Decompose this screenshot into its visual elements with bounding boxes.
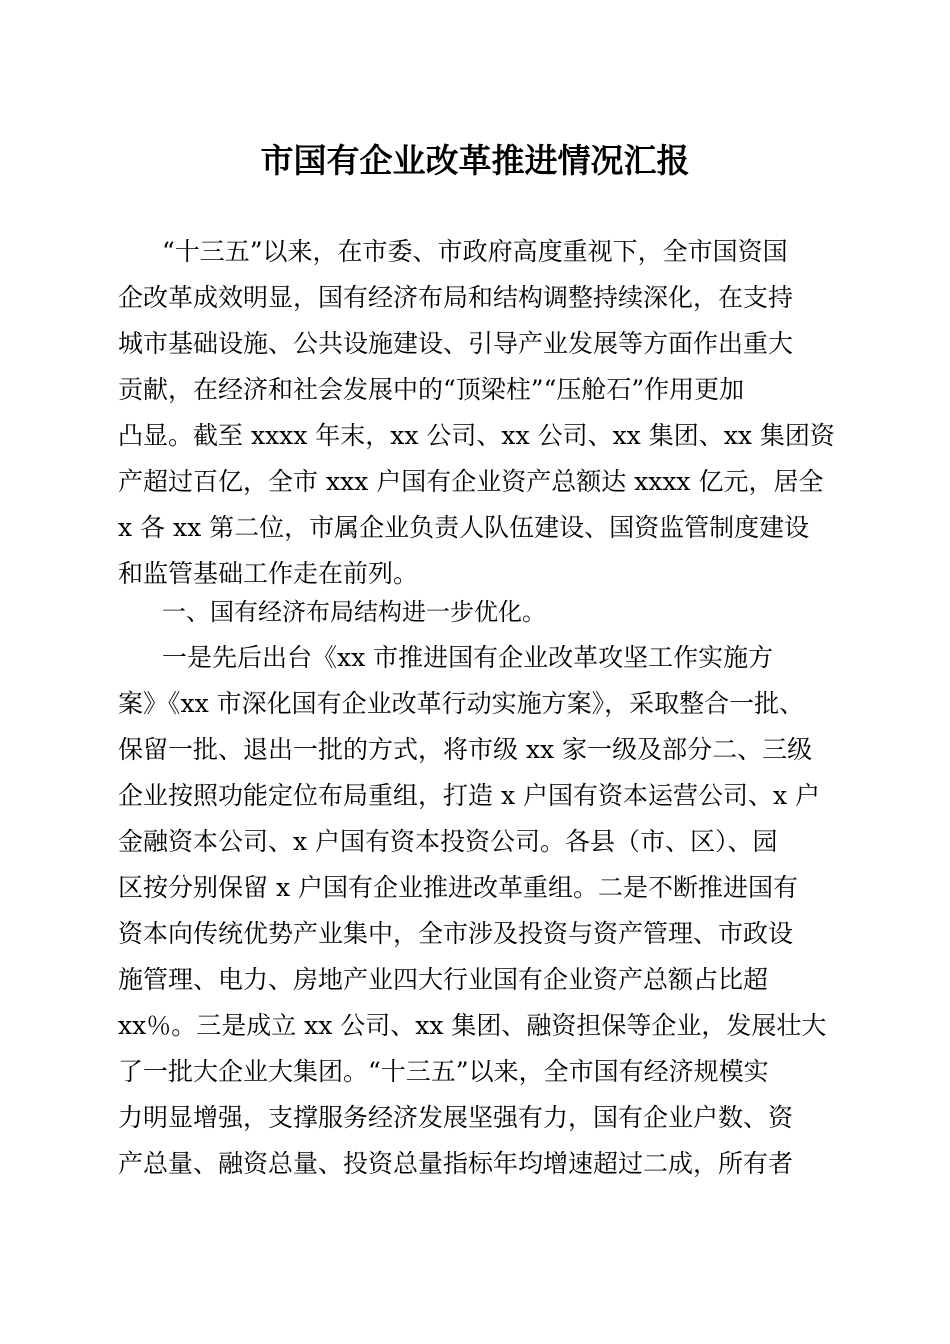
text-line: 金融资本公司、x 户国有资本投资公司。各县（市、区）、园 — [118, 827, 778, 856]
text-line: 产超过百亿，全市 xxx 户国有企业资产总额达 xxxx 亿元，居全 — [118, 467, 824, 496]
text-line: 区按分别保留 x 户国有企业推进改革重组。二是不断推进国有 — [118, 873, 798, 902]
intro-paragraph — [118, 229, 835, 597]
text-line: 企业按照功能定位布局重组，打造 x 户国有资本运营公司、x 户 — [118, 781, 821, 810]
section-paragraph — [118, 635, 828, 1187]
text-line: 案》《xx 市深化国有企业改革行动实施方案》，采取整合一批、 — [118, 689, 805, 718]
section-heading-text: 一、国有经济布局结构进一步优化。 — [162, 598, 546, 626]
text-line: 凸显。截至 xxxx 年末，xx 公司、xx 公司、xx 集团、xx 集团资 — [118, 421, 835, 450]
text-line: 一是先后出台《xx 市推进国有企业改革攻坚工作实施方 — [162, 643, 774, 672]
text-line: 施管理、电力、房地产业四大行业国有企业资产总额占比超 — [118, 965, 769, 994]
text-line: 资本向传统优势产业集中，全市涉及投资与资产管理、市政设 — [118, 919, 794, 948]
section-heading — [118, 589, 828, 635]
text-line: 企改革成效明显，国有经济布局和结构调整持续深化，在支持 — [118, 283, 794, 312]
text-line: xx％。三是成立 xx 公司、xx 集团、融资担保等企业，发展壮大 — [118, 1011, 827, 1040]
text-line: 保留一批、退出一批的方式，将市级 xx 家一级及部分二、三级 — [118, 735, 813, 764]
document-title: 市国有企业改革推进情况汇报 — [260, 141, 690, 180]
text-line: 了一批大企业大集团。“十三五”以来，全市国有经济规模实 — [118, 1057, 769, 1086]
text-line: x 各 xx 第二位，市属企业负责人队伍建设、国资监管制度建设 — [118, 513, 810, 542]
text-line: 城市基础设施、公共设施建设、引导产业发展等方面作出重大 — [118, 329, 794, 358]
text-line: 贡献，在经济和社会发展中的“顶梁柱”“压舱石”作用更加 — [118, 375, 745, 404]
text-line: 和监管基础工作走在前列。 — [118, 559, 419, 588]
text-line: 产总量、融资总量、投资总量指标年均增速超过二成，所有者 — [118, 1149, 794, 1178]
text-line: 力明显增强，支撑服务经济发展坚强有力，国有企业户数、资 — [118, 1103, 794, 1132]
text-line: “十三五”以来，在市委、市政府高度重视下，全市国资国 — [162, 237, 788, 266]
